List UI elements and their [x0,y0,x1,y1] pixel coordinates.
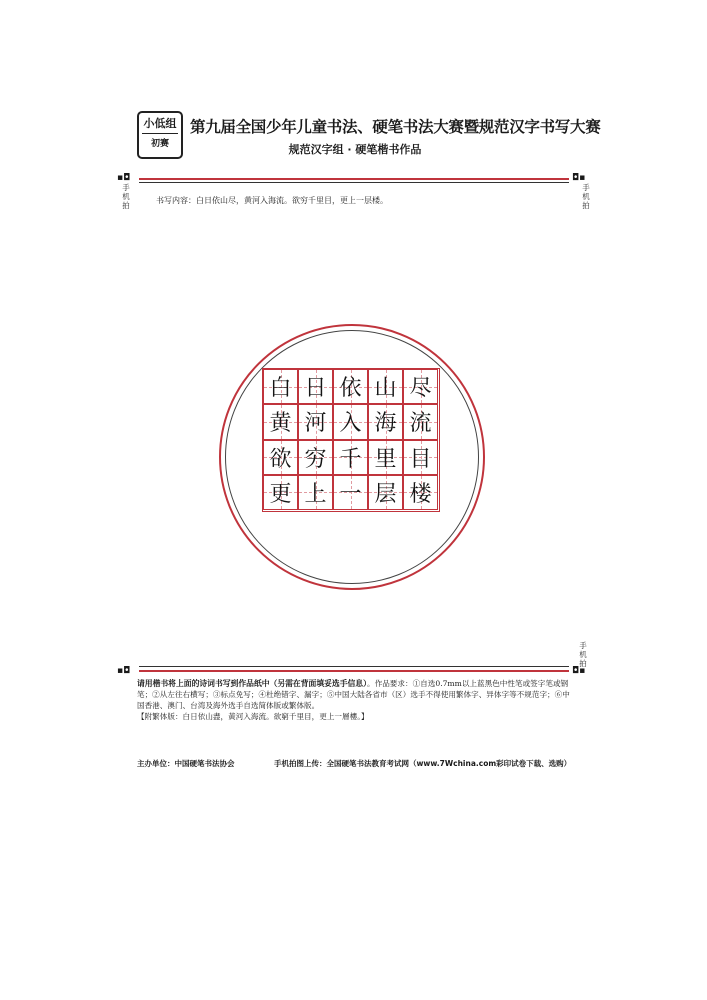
bottom-black-rule [139,666,569,667]
camera-icon: ◘▪ [572,666,586,676]
grid-cell [333,369,368,404]
camera-icon: ▪◘ [117,666,131,676]
badge-round: 初赛 [150,139,169,149]
instructions-traditional: 【附繁体版：白日依山盡，黃河入海流。欲窮千里目，更上一層樓。】 [137,712,369,721]
grid-cell [368,475,403,510]
camera-icon: ▪◘ [117,173,131,183]
grid-character: 依 [339,376,362,402]
grid-cell [403,404,438,439]
side-label-bottom-right: 手机拍 [579,641,587,668]
grid-cell [263,369,298,404]
upload-note: 手机拍图上传：全国硬笔书法教育考试网（www.7Wchina.com彩印试卷下载、选购） [274,759,572,768]
grid-character: 日 [304,376,327,402]
grid-cell [368,440,403,475]
grid-character: 层 [374,481,397,507]
grid-cell [298,475,333,510]
bottom-red-rule [139,670,569,672]
grid-character: 流 [409,411,432,437]
grid-character: 海 [374,411,397,437]
instructions-body: 。作品要求：①自选0.7mm以上蓝黑色中性笔或签字笔或钢笔；②从左往右横写；③标点免写；④杜绝错字、漏字；⑤中国大陆各省市（区）选手不得使用繁体字、异体字等不规范字；⑥中国香港、澳门、台湾及海外选手自选简体版或繁体版。 [137,679,570,710]
grid-cell [333,404,368,439]
grid-character: 白 [269,376,292,402]
badge-divider [142,133,178,134]
grid-character: 黄 [269,411,292,437]
badge-group: 小低组 [143,117,177,130]
grid-character: 楼 [409,481,432,507]
writing-content: 书写内容：白日依山尽，黄河入海流。欲穷千里目，更上一层楼。 [156,196,388,205]
grid-cell [333,440,368,475]
grid-character: 山 [374,376,397,402]
grid-character: 上 [304,481,327,507]
grid-cell [298,404,333,439]
top-red-rule [139,178,569,180]
grid-cell [368,404,403,439]
grid-cell [403,475,438,510]
top-black-rule [139,182,569,183]
grid-cell [298,440,333,475]
group-badge [137,111,183,159]
grid-character: 一 [339,481,362,507]
grid-cell [263,440,298,475]
instructions-lead: 请用楷书将上面的诗词书写到作品纸中（另需在背面填妥选手信息） [137,679,368,688]
grid-character: 穷 [304,446,327,472]
grid-cell [403,440,438,475]
grid-character: 入 [339,411,362,437]
grid-character: 千 [339,446,362,472]
grid-cell [298,369,333,404]
side-label-top-left: 手机拍 [122,183,130,210]
character-grid [262,368,440,512]
grid-cell [368,369,403,404]
page-title: 第九届全国少年儿童书法、硬笔书法大赛暨规范汉字书写大赛 [190,117,601,136]
grid-character: 尽 [409,376,432,402]
grid-cell [263,475,298,510]
grid-character: 里 [374,446,397,472]
grid-character: 欲 [269,446,292,472]
side-label-top-right: 手机拍 [582,183,590,210]
page-subtitle: 规范汉字组 · 硬笔楷书作品 [288,143,422,156]
grid-cell [333,475,368,510]
grid-character: 更 [269,481,292,507]
instructions [137,678,577,722]
grid-cell [403,369,438,404]
grid-cell [263,404,298,439]
grid-character: 河 [304,411,327,437]
organizer: 主办单位：中国硬笔书法协会 [137,759,235,768]
camera-icon: ◘▪ [572,173,586,183]
grid-character: 目 [409,446,432,472]
